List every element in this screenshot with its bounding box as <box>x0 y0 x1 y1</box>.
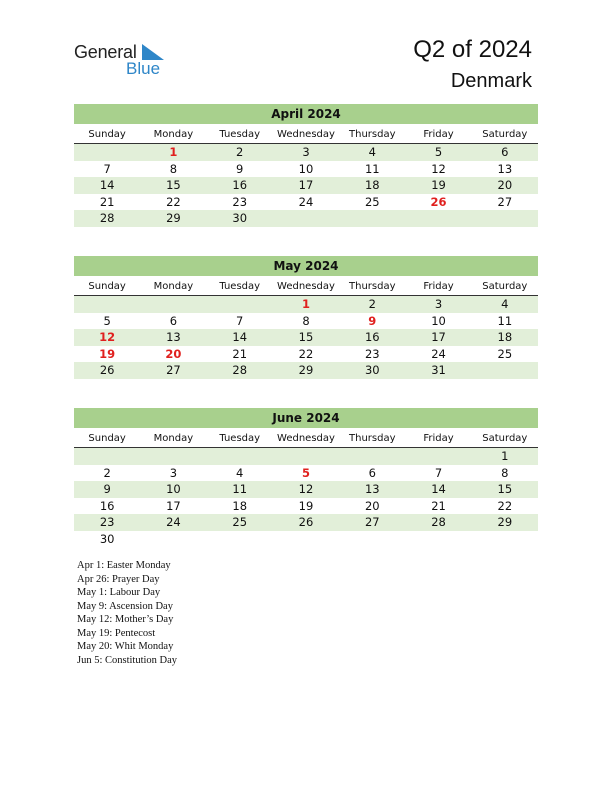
day-cell: 26 <box>99 363 115 377</box>
weekday-label: Friday <box>423 129 454 140</box>
week-row <box>74 498 538 515</box>
day-cell: 13 <box>166 330 181 344</box>
day-cell <box>339 210 405 227</box>
day-cell: 15 <box>298 330 314 344</box>
day-cell: 21 <box>232 346 248 361</box>
weekday-label: Monday <box>153 129 194 140</box>
week-row <box>74 210 538 227</box>
day-cell: 14 <box>99 178 115 192</box>
day-cell <box>472 210 538 227</box>
week-row <box>74 362 538 379</box>
weekday-label: Tuesday <box>219 129 261 140</box>
day-cell: 2 <box>103 465 111 480</box>
day-cell: 6 <box>169 313 178 328</box>
weekday-label: Friday <box>423 433 454 444</box>
weekday-header-row <box>74 430 538 448</box>
day-cell: 1 <box>301 297 310 311</box>
day-cell <box>339 448 405 465</box>
month-june <box>74 408 538 547</box>
holiday-note: May 9: Ascension Day <box>77 600 173 612</box>
week-row <box>74 194 538 211</box>
weekday-label: Tuesday <box>219 281 261 292</box>
day-cell: 2 <box>236 145 244 159</box>
day-cell: 1 <box>169 145 178 159</box>
day-cell: 18 <box>497 330 513 344</box>
holiday-note: May 12: Mother’s Day <box>77 614 174 625</box>
day-cell <box>472 362 538 379</box>
week-row <box>74 329 538 346</box>
week-row <box>74 296 538 313</box>
day-cell: 11 <box>497 313 513 328</box>
day-cell: 21 <box>99 194 115 209</box>
day-cell: 2 <box>368 297 376 311</box>
day-cell: 23 <box>232 194 248 209</box>
day-cell: 18 <box>232 498 248 513</box>
weekday-label: Wednesday <box>277 129 335 140</box>
day-cell: 25 <box>232 515 248 529</box>
week-row <box>74 144 538 161</box>
month-header: April 2024 <box>74 104 538 124</box>
weekday-label: Wednesday <box>277 433 335 444</box>
day-cell: 9 <box>236 161 244 176</box>
day-cell: 21 <box>431 498 446 513</box>
weekday-header-row <box>74 126 538 144</box>
day-cell: 28 <box>99 211 115 225</box>
weekday-header-row <box>74 278 538 296</box>
day-cell: 31 <box>431 363 446 377</box>
week-row <box>74 448 538 465</box>
logo-blue-text: Blue <box>126 59 161 78</box>
day-cell <box>140 531 206 548</box>
weekday-label: Sunday <box>88 281 126 292</box>
day-cell: 29 <box>497 515 513 529</box>
day-cell: 19 <box>298 498 314 513</box>
day-cell: 24 <box>431 346 446 361</box>
day-cell <box>140 448 206 465</box>
day-cell: 1 <box>501 449 509 463</box>
day-cell: 3 <box>169 465 178 480</box>
day-cell: 15 <box>497 482 513 496</box>
day-cell: 16 <box>99 498 115 513</box>
day-cell: 23 <box>99 515 115 529</box>
holiday-note: May 1: Labour Day <box>77 587 161 598</box>
day-cell: 17 <box>298 178 314 192</box>
week-row <box>74 531 538 548</box>
day-cell <box>207 448 273 465</box>
day-cell: 3 <box>302 145 310 159</box>
day-cell: 10 <box>431 313 446 328</box>
weekday-label: Saturday <box>482 281 528 292</box>
logo-general-text: General <box>74 42 137 62</box>
day-cell: 10 <box>166 482 181 496</box>
weekday-label: Saturday <box>482 129 528 140</box>
day-cell: 7 <box>434 465 443 480</box>
day-cell: 9 <box>368 313 377 328</box>
day-cell: 16 <box>232 178 248 192</box>
day-cell: 7 <box>103 161 111 176</box>
day-cell: 9 <box>103 482 111 496</box>
day-cell: 12 <box>298 482 314 496</box>
holiday-note: Jun 5: Constitution Day <box>77 654 178 666</box>
weekday-label: Sunday <box>88 129 126 140</box>
day-cell <box>339 531 405 548</box>
day-cell: 5 <box>434 145 443 159</box>
day-cell <box>273 448 339 465</box>
holiday-notes <box>77 559 177 667</box>
day-cell: 23 <box>364 346 380 361</box>
logo <box>74 42 184 82</box>
day-cell: 25 <box>497 346 513 361</box>
day-cell: 30 <box>232 211 248 225</box>
day-cell: 22 <box>497 498 513 513</box>
month-header: June 2024 <box>74 408 538 428</box>
day-cell: 5 <box>103 313 111 328</box>
weekday-label: Monday <box>153 281 194 292</box>
day-cell: 29 <box>166 211 181 225</box>
day-cell: 19 <box>431 178 446 192</box>
day-cell <box>405 448 471 465</box>
page-title: Q2 of 2024 <box>413 36 532 63</box>
day-cell: 4 <box>236 465 244 480</box>
holiday-note: May 19: Pentecost <box>77 627 156 639</box>
day-cell <box>207 296 273 313</box>
holiday-note: Apr 1: Easter Monday <box>77 560 171 571</box>
day-cell: 8 <box>169 161 178 176</box>
month-header: May 2024 <box>74 256 538 276</box>
day-cell: 11 <box>232 482 248 496</box>
day-cell: 29 <box>298 363 314 377</box>
day-cell <box>472 531 538 548</box>
day-cell <box>74 144 140 161</box>
day-cell: 4 <box>501 297 509 311</box>
day-cell <box>74 296 140 313</box>
weekday-label: Wednesday <box>277 281 335 292</box>
day-cell: 18 <box>364 178 380 192</box>
weekday-label: Monday <box>153 433 194 444</box>
day-cell: 26 <box>430 194 447 209</box>
weekday-label: Thursday <box>349 129 396 140</box>
day-cell: 11 <box>364 161 380 176</box>
day-cell: 28 <box>232 363 248 377</box>
day-cell: 17 <box>431 330 446 344</box>
holiday-note: Apr 26: Prayer Day <box>77 573 160 585</box>
country-name: Denmark <box>450 70 532 92</box>
day-cell: 24 <box>298 194 314 209</box>
logo-triangle-icon <box>142 44 164 60</box>
day-cell: 3 <box>434 297 443 311</box>
day-cell: 22 <box>166 194 181 209</box>
day-cell: 12 <box>99 330 116 344</box>
week-row <box>74 346 538 363</box>
day-cell: 14 <box>431 482 446 496</box>
day-cell: 17 <box>166 498 181 513</box>
day-cell: 25 <box>364 194 380 209</box>
day-cell: 24 <box>166 515 181 529</box>
week-row <box>74 177 538 194</box>
day-cell: 22 <box>298 346 314 361</box>
week-row <box>74 313 538 330</box>
day-cell: 5 <box>301 465 310 480</box>
day-cell <box>273 210 339 227</box>
day-cell <box>74 448 140 465</box>
day-cell <box>207 531 273 548</box>
day-cell: 27 <box>364 515 380 529</box>
weekday-label: Sunday <box>88 433 126 444</box>
day-cell: 6 <box>501 145 509 159</box>
week-row <box>74 161 538 178</box>
weekday-label: Friday <box>423 281 454 292</box>
day-cell: 7 <box>236 313 244 328</box>
day-cell: 26 <box>298 515 314 529</box>
day-cell <box>140 296 206 313</box>
day-cell: 15 <box>166 178 181 192</box>
holiday-note: May 20: Whit Monday <box>77 641 174 652</box>
day-cell: 27 <box>166 363 181 377</box>
day-cell: 10 <box>298 161 314 176</box>
day-cell: 28 <box>431 515 446 529</box>
day-cell: 20 <box>364 498 380 513</box>
month-may <box>74 256 538 379</box>
day-cell: 20 <box>165 346 182 361</box>
day-cell: 12 <box>431 161 446 176</box>
weekday-label: Tuesday <box>219 433 261 444</box>
day-cell: 30 <box>99 531 115 546</box>
week-row <box>74 481 538 498</box>
day-cell <box>405 210 471 227</box>
day-cell: 6 <box>368 465 376 480</box>
day-cell: 16 <box>364 330 380 344</box>
day-cell: 19 <box>99 346 116 361</box>
day-cell: 8 <box>302 313 310 328</box>
weekday-label: Saturday <box>482 433 528 444</box>
week-row <box>74 514 538 531</box>
day-cell <box>405 531 471 548</box>
day-cell: 30 <box>364 363 380 377</box>
day-cell: 27 <box>497 194 513 209</box>
day-cell: 13 <box>364 482 380 496</box>
day-cell: 8 <box>501 465 509 480</box>
weekday-label: Thursday <box>349 281 396 292</box>
day-cell <box>273 531 339 548</box>
week-row <box>74 465 538 482</box>
day-cell: 4 <box>368 145 376 159</box>
day-cell: 14 <box>232 330 248 344</box>
month-april <box>74 104 538 227</box>
day-cell: 13 <box>497 161 513 176</box>
weekday-label: Thursday <box>349 433 396 444</box>
day-cell: 20 <box>497 178 513 192</box>
